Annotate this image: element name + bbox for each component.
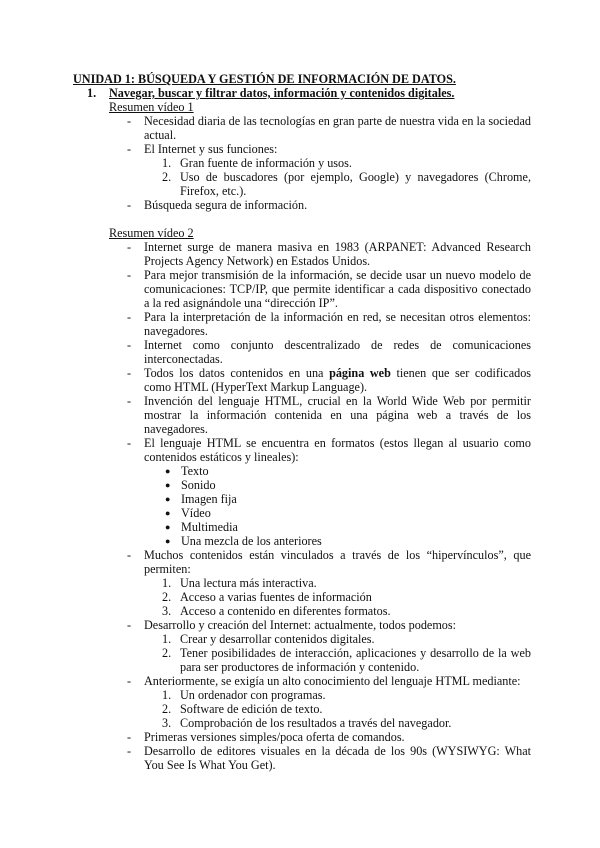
list-item	[109, 618, 531, 674]
list-item: 3. Comprobación de los resultados a través del navegador.	[162, 716, 452, 730]
internet-functions-list	[144, 156, 531, 198]
list-item-text: Anteriormente, se exigía un alto conocimiento del lenguaje HTML mediante:	[144, 674, 521, 688]
list-item: - Búsqueda segura de información.	[109, 198, 531, 212]
list-item: 2. Uso de buscadores (por ejemplo, Google) y navegadores (Chrome, Firefox, etc.).	[162, 170, 531, 198]
list-item: ● Sonido	[144, 478, 531, 492]
video2-list	[109, 240, 531, 772]
list-item-text: Desarrollo y creación del Internet: actualmente, todos podemos:	[144, 618, 457, 632]
list-item: 2. Software de edición de texto.	[162, 702, 323, 716]
list-item: ● Texto	[144, 464, 531, 478]
hyperlinks-list	[144, 576, 531, 618]
development-list	[144, 632, 531, 674]
list-item: - Todos los datos contenidos en una página web tienen que ser codificados como HTML (HyperText Markup Language).	[109, 366, 531, 394]
list-item: ● Imagen fija	[144, 492, 531, 506]
list-item: 2. Acceso a varias fuentes de información	[162, 590, 372, 604]
list-item: - Primeras versiones simples/poca oferta de comandos.	[109, 730, 531, 744]
section-heading	[73, 86, 533, 101]
list-item: 3. Acceso a contenido en diferentes formatos.	[162, 604, 391, 618]
list-item: ● Multimedia	[144, 520, 531, 534]
list-item: - Para mejor transmisión de la información, se decide usar un nuevo modelo de comunicaciones: TCP/IP, que permite identificar a cada dispositivo conectado a la red asignándole una “dirección IP”.	[109, 268, 531, 310]
video1-summary	[109, 100, 531, 212]
list-item	[109, 548, 531, 618]
section-title: Navegar, buscar y filtrar datos, información y contenidos digitales.	[109, 86, 455, 100]
list-item: - Necesidad diaria de las tecnologías en gran parte de nuestra vida en la sociedad actual.	[109, 114, 531, 142]
list-item: 1. Un ordenador con programas.	[162, 688, 326, 702]
list-item	[109, 674, 531, 730]
list-item: 1. Gran fuente de información y usos.	[162, 156, 352, 170]
list-item: - Invención del lenguaje HTML, crucial en la World Wide Web por permitir mostrar la información contenida en una página web a través de los navegadores.	[109, 394, 531, 436]
formats-list	[144, 464, 531, 548]
list-item	[109, 142, 531, 198]
list-item-text: El Internet y sus funciones:	[144, 142, 278, 156]
list-item-text: El lenguaje HTML se encuentra en formatos (estos llegan al usuario como contenidos estáticos y lineales):	[144, 436, 531, 464]
list-item: ● Una mezcla de los anteriores	[144, 534, 531, 548]
video2-summary	[109, 226, 531, 772]
video2-heading: Resumen vídeo 2	[109, 226, 194, 240]
html-knowledge-list	[144, 688, 531, 730]
video1-list	[109, 114, 531, 212]
list-item-text: Muchos contenidos están vinculados a través de los “hipervínculos”, que permiten:	[144, 548, 531, 576]
list-item: - Para la interpretación de la información en red, se necesitan otros elementos: navegadores.	[109, 310, 531, 338]
bold-term: página web	[329, 366, 391, 380]
list-item: 1. Crear y desarrollar contenidos digitales.	[162, 632, 375, 646]
list-item	[109, 436, 531, 548]
list-item: - Internet surge de manera masiva en 1983 (ARPANET: Advanced Research Projects Agency Network) en Estados Unidos.	[109, 240, 531, 268]
section-number: 1.	[87, 86, 97, 100]
list-item: 2. Tener posibilidades de interacción, aplicaciones y desarrollo de la web para ser productores de información y contenido.	[162, 646, 531, 674]
video1-heading: Resumen vídeo 1	[109, 100, 194, 114]
list-item: 1. Una lectura más interactiva.	[162, 576, 317, 590]
list-item: ● Vídeo	[144, 506, 531, 520]
list-item: - Internet como conjunto descentralizado de redes de comunicaciones interconectadas.	[109, 338, 531, 366]
unit-title: UNIDAD 1: BÚSQUEDA Y GESTIÓN DE INFORMACIÓN DE DATOS.	[73, 72, 456, 86]
list-item: - Desarrollo de editores visuales en la década de los 90s (WYSIWYG: What You See Is What You Get).	[109, 744, 531, 772]
